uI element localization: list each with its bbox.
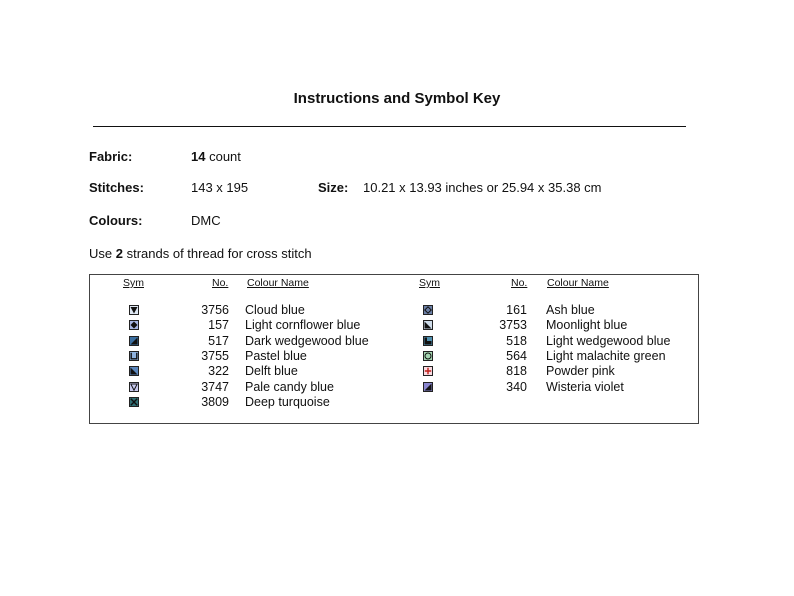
fabric-count: 14 — [191, 149, 206, 164]
colour-name: Ash blue — [546, 303, 595, 317]
page-title: Instructions and Symbol Key — [293, 90, 501, 107]
header-no-right: No. — [511, 277, 528, 289]
colour-number: 157 — [208, 318, 229, 333]
colour-number: 517 — [208, 333, 229, 348]
colour-name: Light malachite green — [546, 348, 666, 363]
size-value: 10.21 x 13.93 inches or 25.94 x 35.38 cm — [363, 180, 602, 195]
size-label: Size: — [318, 180, 349, 195]
key-row — [90, 334, 690, 349]
header-sym-left: Sym — [123, 277, 144, 289]
header-no-left: No. — [212, 277, 229, 289]
colours-label: Colours: — [89, 213, 143, 228]
colour-number: 3753 — [499, 318, 527, 333]
colour-number: 3809 — [201, 394, 229, 409]
colour-name: Delft blue — [245, 364, 298, 379]
key-row — [90, 349, 690, 364]
lower-triangle-icon — [423, 382, 433, 392]
strands-suffix: strands of thread for cross stitch — [126, 246, 312, 261]
colour-name: Powder pink — [546, 364, 615, 379]
colour-name: Light wedgewood blue — [546, 333, 671, 348]
colour-number: 818 — [506, 364, 527, 379]
header-sym-right: Sym — [419, 277, 440, 289]
colour-number: 161 — [506, 303, 527, 317]
colour-number: 340 — [506, 379, 527, 394]
key-row — [90, 318, 690, 333]
key-row — [90, 395, 690, 410]
fabric-unit: count — [209, 149, 241, 164]
key-row — [90, 303, 690, 318]
plus-icon — [423, 366, 433, 376]
colours-value: DMC — [191, 213, 221, 228]
key-row — [90, 380, 690, 395]
colour-name: Dark wedgewood blue — [245, 333, 369, 348]
colour-name: Moonlight blue — [546, 318, 628, 333]
colour-number: 564 — [506, 348, 527, 363]
colour-name: Pastel blue — [245, 348, 307, 363]
strands-instruction — [89, 246, 312, 261]
colour-name: Pale candy blue — [245, 379, 334, 394]
fabric-value — [191, 149, 241, 164]
step-icon — [423, 336, 433, 346]
colour-number: 3747 — [201, 379, 229, 394]
stitches-label: Stitches: — [89, 180, 144, 195]
colour-number: 518 — [506, 333, 527, 348]
strands-prefix: Use — [89, 246, 113, 261]
title-divider — [93, 126, 686, 127]
fabric-label: Fabric: — [89, 149, 133, 164]
colour-name: Light cornflower blue — [245, 318, 361, 333]
circle-diamond-icon — [423, 305, 433, 315]
colour-name: Cloud blue — [245, 303, 305, 317]
stitches-value: 143 x 195 — [191, 180, 249, 195]
corner-triangle-icon — [423, 320, 433, 330]
colour-number: 3756 — [201, 303, 229, 317]
colour-number: 322 — [208, 364, 229, 379]
colour-name: Wisteria violet — [546, 379, 624, 394]
key-row — [90, 364, 690, 379]
strands-count: 2 — [115, 246, 123, 261]
symbol-key-table — [89, 274, 699, 424]
header-name-right: Colour Name — [547, 277, 609, 289]
circle-icon — [423, 351, 433, 361]
header-name-left: Colour Name — [247, 277, 309, 289]
colour-number: 3755 — [201, 348, 229, 363]
colour-name: Deep turquoise — [245, 394, 330, 409]
x-cross-icon — [129, 397, 139, 407]
